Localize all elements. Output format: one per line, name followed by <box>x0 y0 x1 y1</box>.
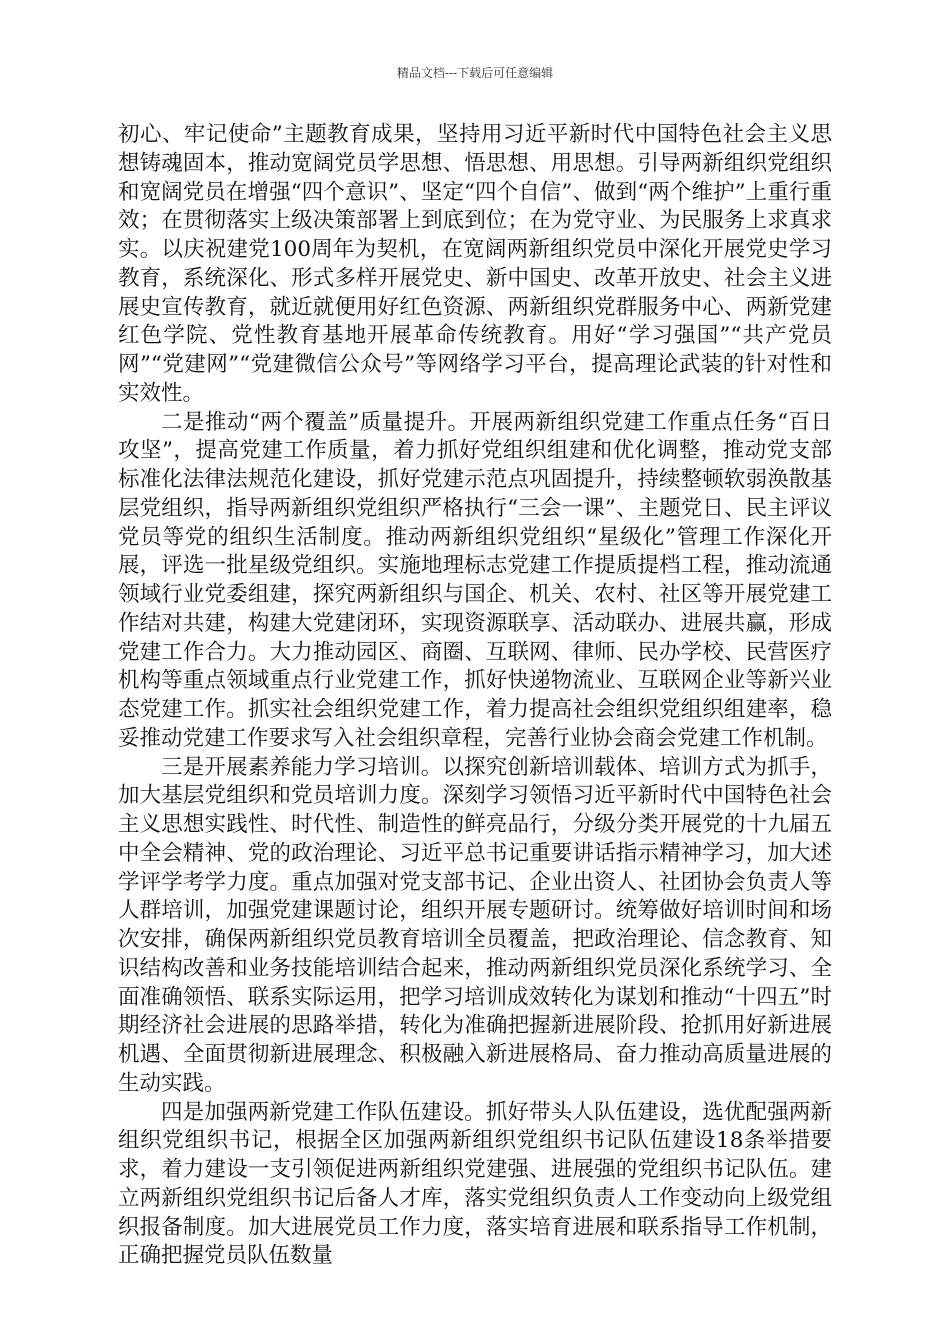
paragraph-2: 二是推动“两个覆盖”质量提升。开展两新组织党建工作重点任务“百日攻坚”，提高党建工作质量，着力抓好党组织组建和优化调整，推动党支部标准化法律法规范化建设，抓好党建示范点巩固提升，持续整顿软弱涣散基层党组织，指导两新组织党组织严格执行“三会一课”、主题党日、民主评议党员等党的组织生活制度。推动两新组织党组织“星级化”管理工作深化开展，评选一批星级党组织。实施地理标志党建工作提质提档工程，推动流通领域行业党委组建，探究两新组织与国企、机关、农村、社区等开展党建工作结对共建，构建大党建闭环，实现资源联享、活动联办、进展共赢，形成党建工作合力。大力推动园区、商圈、互联网、律师、民办学校、民营医疗机构等重点领域重点行业党建工作，抓好快递物流业、互联网企业等新兴业态党建工作。抓实社会组织党建工作，着力提高社会组织党组织组建率，稳妥推动党建工作要求写入社会组织章程，完善行业协会商会党建工作机制。 <box>118 409 832 751</box>
page-header: 精品文档---下载后可任意编辑 <box>396 66 554 80</box>
paragraph-4: 四是加强两新党建工作队伍建设。抓好带头人队伍建设，选优配强两新组织党组织书记，根据全区加强两新组织党组织书记队伍建设18条举措要求，着力建设一支引领促进两新组织党建强、进展强的党组织书记队伍。建立两新组织党组织书记后备人才库，落实党组织负责人工作变动向上级党组织报备制度。加大进展党员工作力度，落实培育进展和联系指导工作机制，正确把握党员队伍数量 <box>118 1099 832 1269</box>
paragraph-3: 三是开展素养能力学习培训。以探究创新培训载体、培训方式为抓手，加大基层党组织和党员培训力度。深刻学习领悟习近平新时代中国特色社会主义思想实践性、时代性、制造性的鲜亮品行，分级分类开展党的十九届五中全会精神、党的政治理论、习近平总书记重要讲话指示精神学习，加大述学评学考学力度。重点加强对党支部书记、企业出资人、社团协会负责人等人群培训，加强党建课题讨论，组织开展专题研讨。统筹做好培训时间和场次安排，确保两新组织党员教育培训全员覆盖，把政治理论、信念教育、知识结构改善和业务技能培训结合起来，推动两新组织党员深化系统学习、全面准确领悟、联系实际运用，把学习培训成效转化为谋划和推动“十四五”时期经济社会进展的思路举措，转化为准确把握新进展阶段、抢抓用好新进展机遇、全面贯彻新进展理念、积极融入新进展格局、奋力推动高质量进展的生动实践。 <box>118 754 832 1096</box>
document-body <box>118 121 832 1271</box>
paragraph-1: 初心、牢记使命”主题教育成果，坚持用习近平新时代中国特色社会主义思想铸魂固本，推动宽阔党员学思想、悟思想、用思想。引导两新组织党组织和宽阔党员在增强“四个意识”、坚定“四个自信”、做到“两个维护”上重行重效；在贯彻落实上级决策部署上到底到位；在为党守业、为民服务上求真求实。以庆祝建党100周年为契机，在宽阔两新组织党员中深化开展党史学习教育，系统深化、形式多样开展党史、新中国史、改革开放史、社会主义进展史宣传教育，就近就便用好红色资源、两新组织党群服务中心、两新党建红色学院、党性教育基地开展革命传统教育。用好“学习强国”“共产党员网”“党建网”“党建微信公众号”等网络学习平台，提高理论武装的针对性和实效性。 <box>118 122 832 406</box>
